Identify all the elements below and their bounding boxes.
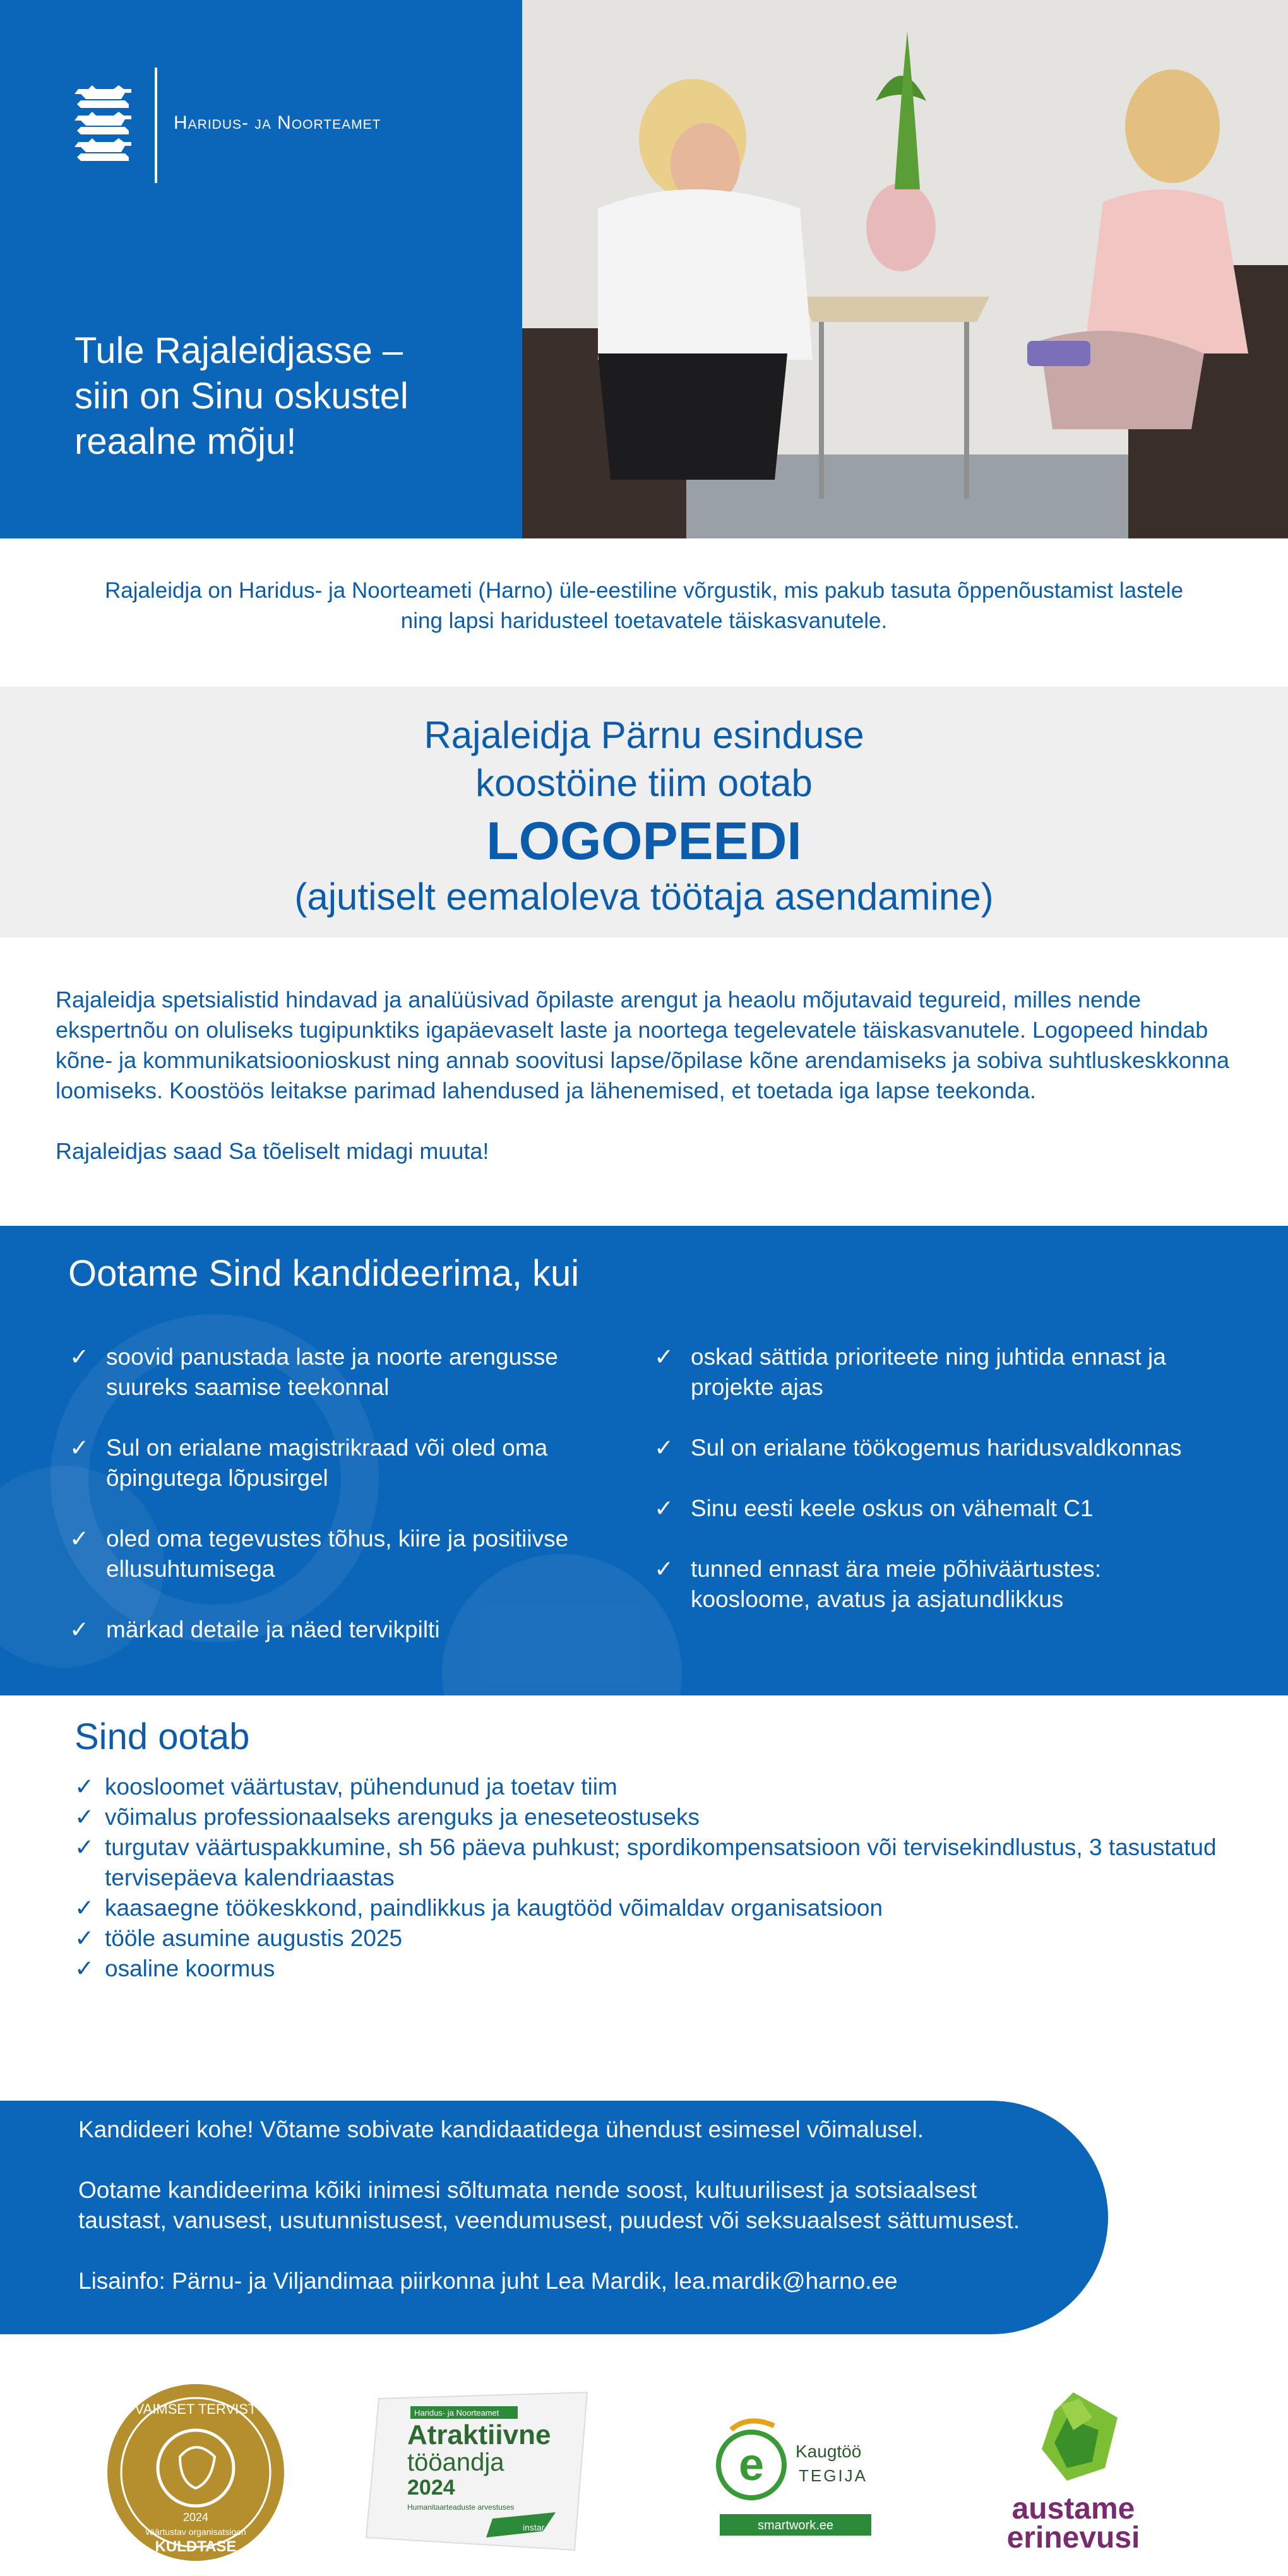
list-item: ✓ oskad sättida prioriteete ning juhtida ennast ja projekte ajas — [654, 1342, 1222, 1403]
check-icon: ✓ — [654, 1435, 674, 1461]
svg-text:VAIMSET TERVIST: VAIMSET TERVIST — [134, 2401, 257, 2417]
intro-text: Rajaleidja on Haridus- ja Noorteameti (Harno) üle-eestiline võrgustik, mis pakub tasuta õppenõustamist lastele ning lapsi haridusteel toetavatele täiskasvanutele. — [104, 578, 1184, 633]
mental-health-badge-icon — [104, 2381, 287, 2564]
check-icon: ✓ — [75, 1895, 95, 1921]
list-item: ✓ osaline koormus — [75, 1954, 1230, 1984]
check-icon: ✓ — [69, 1435, 90, 1461]
job-description — [56, 985, 1243, 1197]
hero-photo — [522, 0, 1288, 538]
svg-text:erinevusi: erinevusi — [1006, 2521, 1140, 2555]
coat-of-arms-icon — [75, 84, 135, 166]
svg-text:TEGIJA: TEGIJA — [799, 2466, 868, 2485]
svg-text:väärtustav organisatsioon: väärtustav organisatsioon — [145, 2527, 246, 2537]
diversity-badge-icon — [998, 2392, 1149, 2556]
requirements-section — [0, 1226, 1288, 1695]
list-item: ✓ märkad detaile ja näed tervikpilti — [69, 1615, 638, 1645]
check-icon: ✓ — [654, 1344, 674, 1370]
svg-text:smartwork.ee: smartwork.ee — [757, 2519, 834, 2532]
offer-heading: Sind ootab — [75, 1716, 250, 1757]
remote-work-badge-icon — [707, 2414, 890, 2541]
list-item: ✓ Sul on erialane magistrikraad või oled oma õpingutega lõpusirgel — [69, 1433, 638, 1493]
svg-text:2024: 2024 — [182, 2511, 209, 2524]
logo-divider — [155, 68, 157, 183]
equality-text: Ootame kandideerima kõiki inimesi sõltumata nende soost, kultuurilisest ja sotsiaalsest taustast, vanusest, usutunnistusest, veendumusest, puudest või seksuaalsest sättumusest. — [78, 2177, 1020, 2233]
org-name: Haridus- ja Noorteamet — [174, 112, 381, 133]
svg-text:austame: austame — [1011, 2492, 1135, 2526]
list-item: ✓ tunned ennast ära meie põhiväärtustes: koosloome, avatus ja asjatundlikkus — [654, 1554, 1222, 1615]
svg-text:KULDTASE: KULDTASE — [155, 2538, 237, 2555]
check-icon: ✓ — [75, 1956, 95, 1981]
hero-section — [0, 0, 1288, 538]
list-item: ✓ kaasaegne töökeskkond, paindlikkus ja kaugtööd võimaldav organisatsioon — [75, 1893, 1230, 1923]
list-item: ✓ koosloomet väärtustav, pühendunud ja toetav tiim — [75, 1772, 1230, 1802]
apply-text: Kandideeri kohe! Võtame sobivate kandidaatidega ühendust esimesel võimalusel. — [78, 2116, 924, 2142]
requirements-list-left — [69, 1342, 638, 1675]
check-icon: ✓ — [69, 1617, 90, 1642]
position-line2: koostöine tiim ootab — [475, 762, 813, 804]
check-icon: ✓ — [69, 1344, 90, 1370]
list-item: ✓ võimalus professionaalseks arenguks ja eneseteostuseks — [75, 1802, 1230, 1832]
list-item: ✓ turgutav väärtuspakkumine, sh 56 päeva puhkust; spordikompensatsioon või tervisekindlustus, 3 tasustatud tervisepäeva kalendriaastas — [75, 1832, 1230, 1893]
badges-row — [0, 2348, 1288, 2576]
svg-text:e: e — [738, 2440, 765, 2490]
position-title: LOGOPEEDI — [486, 811, 802, 870]
check-icon: ✓ — [69, 1526, 90, 1552]
hero-blue-panel — [0, 0, 522, 538]
list-item: ✓ Sinu eesti keele oskus on vähemalt C1 — [654, 1493, 1222, 1524]
check-icon: ✓ — [75, 1925, 95, 1951]
svg-text:2024: 2024 — [407, 2476, 455, 2500]
requirements-heading: Ootame Sind kandideerima, kui — [68, 1253, 580, 1294]
svg-text:Humanitaarteaduste arvestuses: Humanitaarteaduste arvestuses — [407, 2503, 515, 2512]
svg-text:Atraktiivne: Atraktiivne — [407, 2419, 551, 2450]
list-item: ✓ tööle asumine augustis 2025 — [75, 1923, 1230, 1954]
position-band — [0, 687, 1288, 937]
hero-headline: Tule Rajaleidjasse – siin on Sinu oskustel reaalne mõju! — [75, 330, 408, 462]
list-item: ✓ soovid panustada laste ja noorte arengusse suureks saamise teekonnal — [69, 1342, 638, 1403]
position-subtitle: (ajutiselt eemaloleva töötaja asendamine) — [294, 875, 994, 918]
requirements-list-right — [654, 1342, 1222, 1645]
check-icon: ✓ — [75, 1774, 95, 1800]
svg-text:instar: instar — [523, 2522, 545, 2532]
svg-text:Haridus- ja Noorteamet: Haridus- ja Noorteamet — [414, 2408, 499, 2418]
svg-text:tööandja: tööandja — [407, 2448, 504, 2476]
list-item: ✓ oled oma tegevustes tõhus, kiire ja positiivse ellusuhtumisega — [69, 1524, 638, 1584]
svg-text:Kaugtöö: Kaugtöö — [796, 2442, 862, 2461]
attractive-employer-badge-icon — [360, 2386, 600, 2556]
list-item: ✓ Sul on erialane töökogemus haridusvaldkonnas — [654, 1433, 1222, 1463]
position-line1: Rajaleidja Pärnu esinduse — [424, 714, 864, 756]
contact-info: Lisainfo: Pärnu- ja Viljandimaa piirkonna juht Lea Mardik, lea.mardik@harno.ee — [78, 2268, 898, 2294]
check-icon: ✓ — [75, 1804, 95, 1830]
check-icon: ✓ — [75, 1834, 95, 1860]
check-icon: ✓ — [654, 1556, 674, 1582]
check-icon: ✓ — [654, 1495, 674, 1521]
description-paragraph: Rajaleidja spetsialistid hindavad ja analüüsivad õpilaste arengut ja heaolu mõjutavaid tegureid, milles nende ekspertnõu on oluliseks tugipunktiks igapäevaselt laste ja noortega tegelevatele täiskasvanutele. Logopeed hindab kõne- ja kommunikatsioonioskust ning annab soovitusi lapse/õpilase kõne arendamiseks ja sobiva suhtluskeskkonna loomiseks. Koostöös leitakse parimad lahendused ja lähenemised, et toetada iga lapse teekonda. — [56, 987, 1230, 1103]
offer-section — [75, 1716, 1230, 1984]
contact-section — [0, 2101, 1108, 2334]
description-tagline: Rajaleidjas saad Sa tõeliselt midagi muuta! — [56, 1138, 489, 1164]
offer-list — [75, 1772, 1230, 1984]
